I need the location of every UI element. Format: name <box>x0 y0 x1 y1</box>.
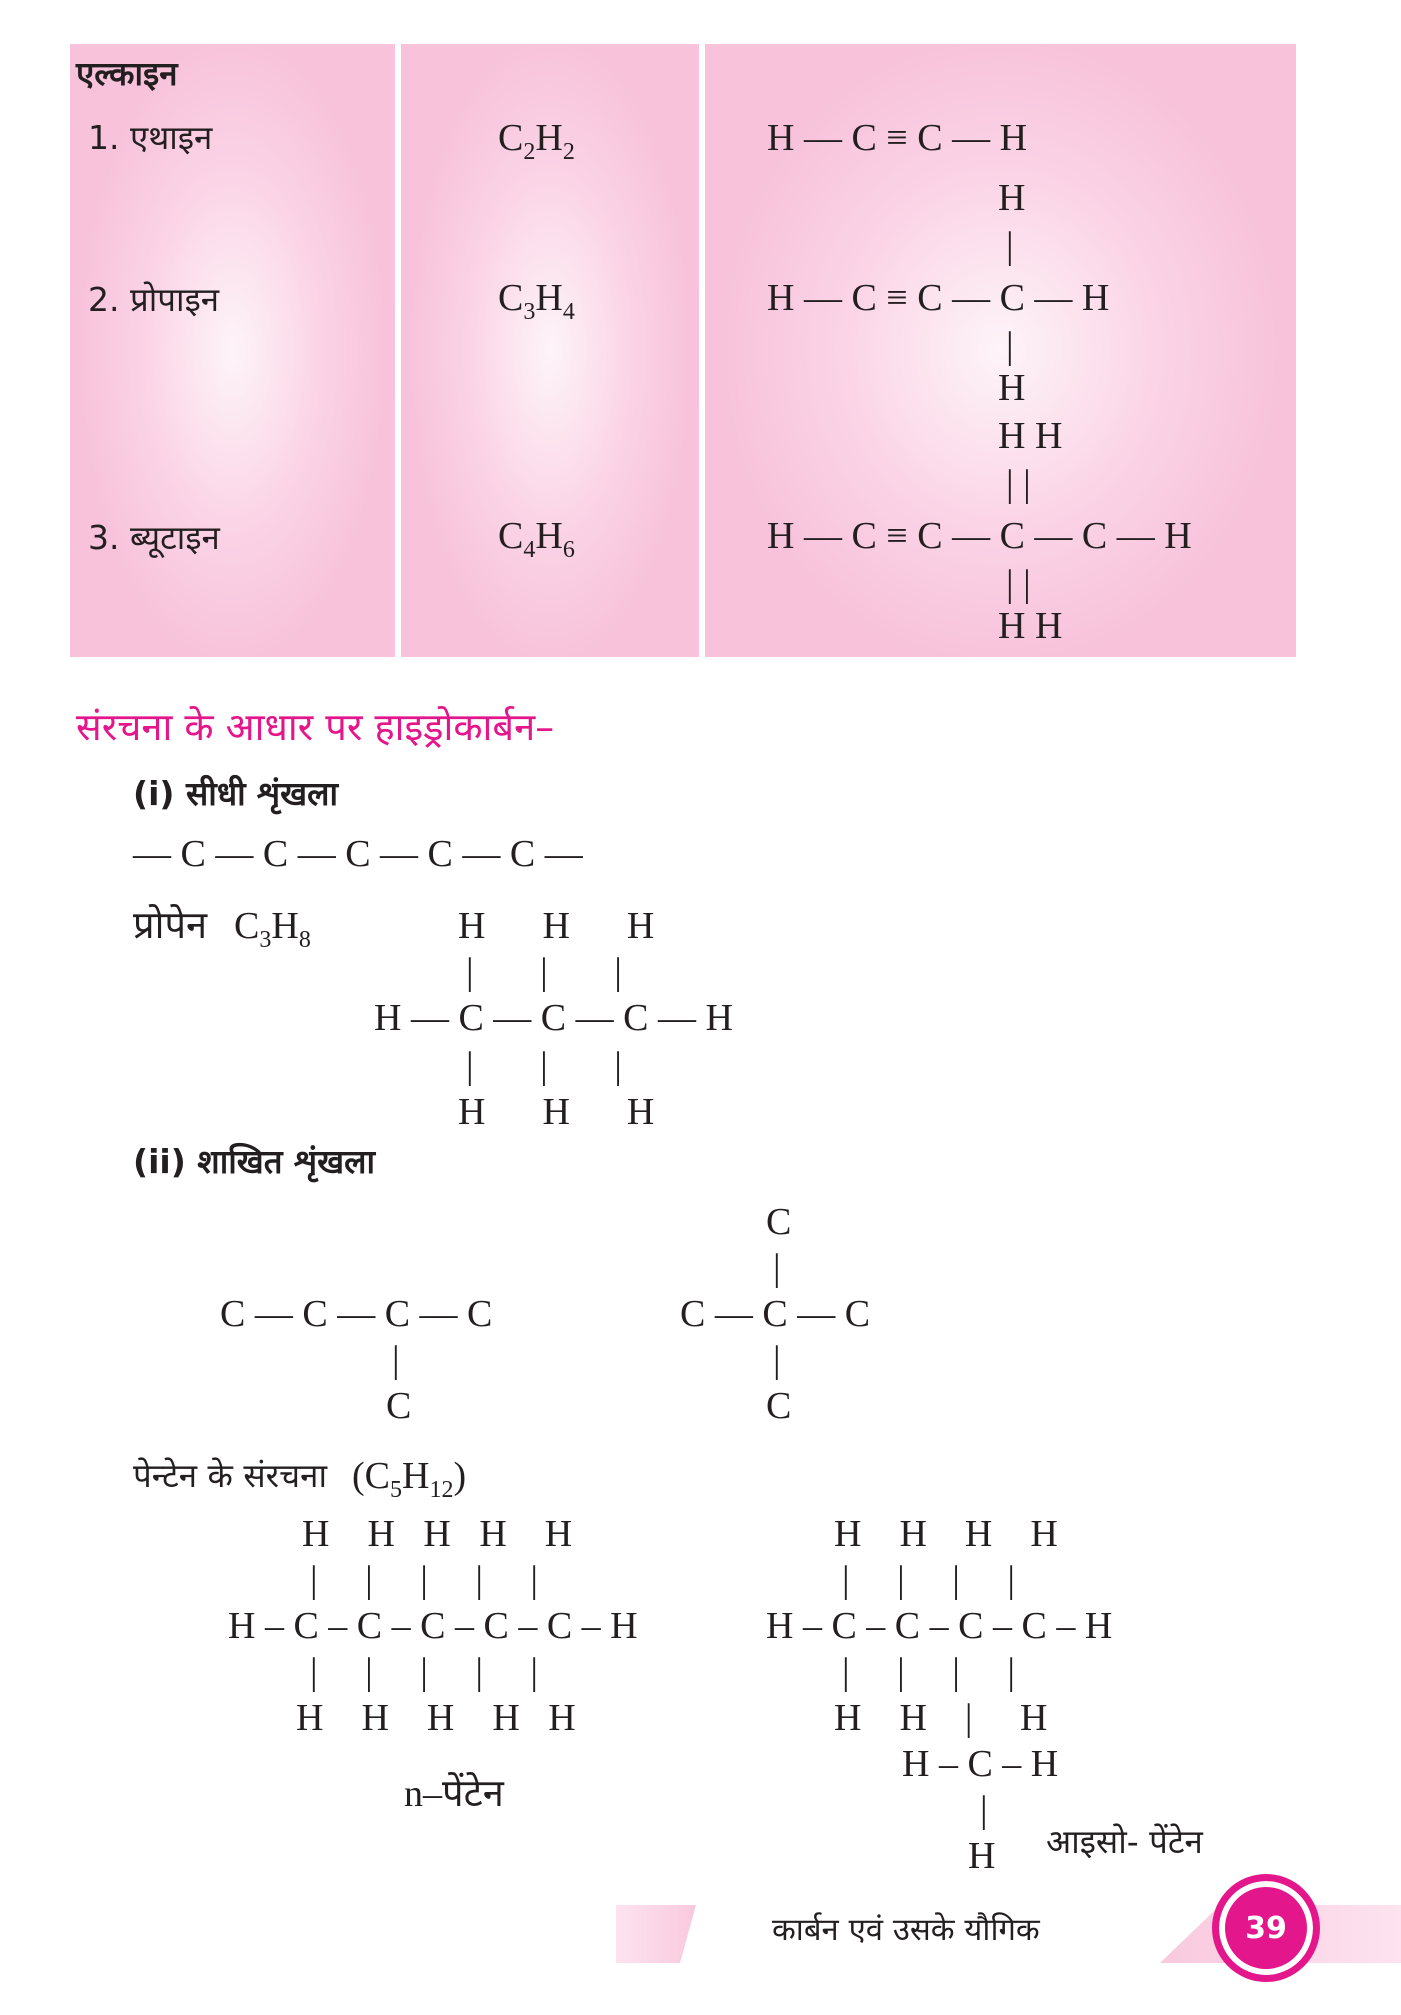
n-pentane-bottom-h: H H H H H <box>296 1697 576 1739</box>
footer-chapter-title: कार्बन एवं उसके यौगिक <box>772 1912 1040 1948</box>
row-name-butyne: 3. ब्यूटाइन <box>88 518 220 557</box>
straight-chain-skeleton: — C — C — C — C — C — <box>133 833 583 875</box>
branched-right-top-bond: | <box>773 1247 781 1289</box>
page-number: 39 <box>1245 1910 1287 1946</box>
propane-bottom-bonds: | | | <box>466 1045 622 1087</box>
propyne-top-bond: | <box>1006 225 1014 267</box>
branched-right-bottom-c: C <box>766 1385 792 1427</box>
iso-pentane-branch: H – C – H <box>902 1743 1059 1785</box>
row-structure-butyne: H — C ≡ C — C — C — H <box>767 515 1192 557</box>
branched-right-chain: C — C — C <box>680 1293 871 1335</box>
iso-pentane-top-bonds: | | | | <box>842 1559 1015 1601</box>
propane-chain: H — C — C — C — H <box>374 997 733 1039</box>
branched-right-top-c: C <box>766 1201 792 1243</box>
row-structure-ethyne: H — C ≡ C — H <box>767 117 1028 159</box>
branched-left-c: C <box>386 1385 412 1427</box>
propyne-bottom-bond: | <box>1006 325 1014 367</box>
table-header: एल्काइन <box>76 54 178 93</box>
n-pentane-top-bonds: | | | | | <box>310 1559 539 1601</box>
row-formula-butyne: $C_4H_6$ <box>498 515 575 563</box>
propyne-top-h: H <box>998 177 1026 219</box>
straight-chain-title: (i) सीधी शृंखला <box>133 774 339 813</box>
n-pentane-top-h: H H H H H <box>302 1513 573 1555</box>
iso-pentane-branch-h: H <box>968 1835 996 1877</box>
n-pentane-bottom-bonds: | | | | | <box>310 1651 539 1693</box>
footer-band-left <box>616 1905 696 1963</box>
butyne-bottom-h: H H <box>998 605 1063 647</box>
row-name-propyne: 2. प्रोपाइन <box>88 280 220 319</box>
pentane-formula: $(C_5H_{12})$ <box>352 1455 467 1503</box>
alkyne-table <box>70 44 1296 657</box>
branched-right-bottom-bond: | <box>773 1339 781 1381</box>
butyne-top-h: H H <box>998 415 1063 457</box>
iso-pentane-top-h: H H H H <box>834 1513 1058 1555</box>
iso-pentane-bottom-h: H H | H <box>834 1697 1048 1739</box>
n-pentane-chain: H – C – C – C – C – C – H <box>228 1605 638 1647</box>
row-formula-ethyne: $C_2H_2$ <box>498 117 575 165</box>
iso-pentane-chain: H – C – C – C – C – H <box>766 1605 1113 1647</box>
iso-pentane-bottom-bonds: | | | | <box>842 1651 1015 1693</box>
n-pentane-label: n–पेंटेन <box>404 1773 504 1815</box>
branched-left-bond: | <box>392 1339 400 1381</box>
row-structure-propyne: H — C ≡ C — C — H <box>767 277 1110 319</box>
branched-chain-title: (ii) शाखित शृंखला <box>133 1142 375 1181</box>
propane-top-h: H H H <box>458 905 655 947</box>
page-number-badge <box>1212 1874 1320 1982</box>
propane-bottom-h: H H H <box>458 1091 655 1133</box>
propane-top-bonds: | | | <box>466 951 622 993</box>
propyne-bottom-h: H <box>998 367 1026 409</box>
iso-pentane-branch-bond: | <box>980 1789 988 1831</box>
pentane-label: पेन्टेन के संरचना <box>133 1456 327 1495</box>
branched-left-chain: C — C — C — C <box>220 1293 493 1335</box>
section-heading: संरचना के आधार पर हाइड्रोकार्बन– <box>76 705 555 749</box>
propane-label: प्रोपेन <box>133 903 208 947</box>
row-name-ethyne: 1. एथाइन <box>88 118 213 157</box>
propane-formula: $C_3H_8$ <box>234 905 311 953</box>
butyne-top-bonds: | | <box>1006 463 1031 505</box>
row-formula-propyne: $C_3H_4$ <box>498 277 575 325</box>
iso-pentane-label: आइसो- पेंटेन <box>1046 1822 1203 1861</box>
butyne-bottom-bonds: | | <box>1006 563 1031 605</box>
